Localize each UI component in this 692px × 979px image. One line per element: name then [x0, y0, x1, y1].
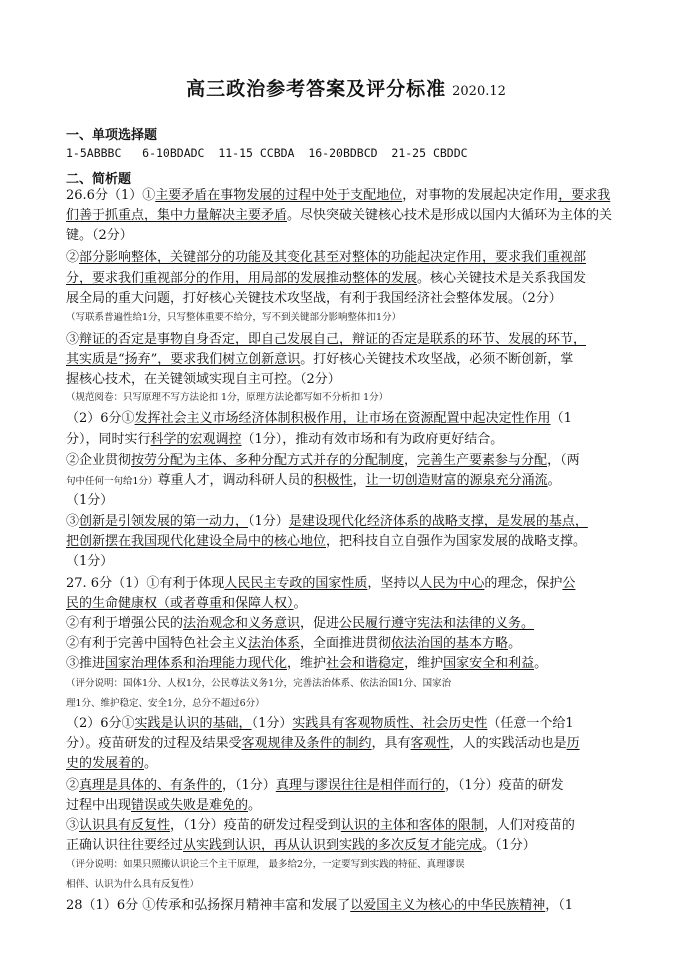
document-title — [0, 74, 692, 101]
q27-line-4: ②有利于完善中国特色社会主义法治体系，全面推进贯彻依法治国的基本方略。 — [66, 636, 522, 651]
q26-line-13: 句中任何一句给1分）尊重人才，调动科研人员的积极性，让一切创造财富的源泉充分涌流。 — [66, 473, 561, 488]
q26-line-6: 展全局的重大问题，打好核心关键技术攻坚战，有利于我国经济社会整体发展。（2分） — [66, 291, 562, 306]
q27-line-9: ②真理是具体的、有条件的，（1分）真理与谬误往往是相伴而行的，（1分）疫苗的研发 — [66, 778, 564, 793]
title-text: 高三政治参考答案及评分标准 — [186, 78, 447, 100]
q26-line-1: 26.6分（1）①主要矛盾在事物发展的过程中处于支配地位，对事物的发展起决定作用，要求我 — [66, 188, 611, 203]
q27-note-2: 理1分、维护稳定、安全1分，总分不超过6分） — [66, 698, 265, 709]
q26-line-16: 把创新摆在我国现代化建设全局中的核心地位，把科技自立自强作为国家发展的战略支撑。 — [66, 534, 587, 549]
choice-answers: 1-5ABBBC 6-10BDADC 11-15 CCBDA 16-20BDBCD 21-25 CBDDC — [66, 146, 468, 160]
q26-line-5: 分，要求我们重视部分的作用，用局部的发展推动整体的发展。核心关键技术是关系我国发 — [66, 271, 587, 286]
q27-note-4: 相伴、认识为什么具有反复性） — [66, 879, 200, 890]
q27-line-2: 民的生命健康权（或者尊重和保障人权）。 — [66, 596, 307, 611]
q27-line-12: 正确认识往往要经过从实践到认识，再从认识到实践的多次反复才能完成。（1分） — [66, 838, 536, 853]
q26-line-15: ③创新是引领发展的第一动力，（1分）是建设现代化经济体系的战略支撑，是发展的基点， — [66, 514, 588, 529]
q27-line-3: ②有利于增强公民的法治观念和义务意识，促进公民履行遵守宪法和法律的义务。 — [66, 616, 535, 631]
q27-line-11: ③认识具有反复性，（1分）疫苗的研发过程受到认识的主体和客体的限制，人们对疫苗的 — [66, 818, 575, 833]
q26-line-7: ③辩证的否定是事物自身否定，即自己发展自己，辩证的否定是联系的环节、发展的环节， — [66, 332, 587, 347]
title-date: 2020.12 — [452, 84, 506, 99]
q27-line-7: 分）。疫苗研发的过程及结果受客观规律及条件的制约，具有客观性，人的实践活动也是历 — [66, 736, 580, 751]
q26-line-4: ②部分影响整体，关键部分的功能及其变化甚至对整体的功能起决定作用，要求我们重视部 — [66, 250, 587, 265]
q26-line-2: 们善于抓重点，集中力量解决主要矛盾。尽快突破关键核心技术是形成以国内大循环为主体的关 — [66, 208, 613, 223]
q26-note-2: （规范阅卷：只写原理不写方法论扣 1分，原理方法论都写如不分析扣 1分） — [66, 392, 389, 403]
q28-line-1: 28（1）6分 ①传承和弘扬探月精神丰富和发展了以爱国主义为核心的中华民族精神，（1 — [66, 898, 574, 913]
q27-line-8: 史的发展着的。 — [66, 756, 158, 771]
section-heading-choice: 一、单项选择题 — [66, 128, 158, 143]
q27-note-3: （评分说明：如果只照搬认识论三个主干原理， 最多给2分，一定要写到实践的特征、真理谬误 — [66, 859, 465, 870]
q26-line-14: （1分） — [66, 493, 114, 508]
q26-note-1: （写联系普遍性给1分，只写整体重要不给分，写不到关键部分影响整体扣1分） — [66, 312, 402, 323]
q26-line-17: （1分） — [66, 554, 114, 569]
q27-line-10: 过程中出现错误或失败是难免的。 — [66, 798, 262, 813]
q27-line-6: （2）6分①实践是认识的基础，（1分）实践具有客观物质性、社会历史性（任意一个给1 — [66, 716, 574, 731]
q26-line-9: 握核心技术，在关键领域实现自主可控。（2分） — [66, 372, 341, 387]
q26-line-3: 键。（2分） — [66, 228, 133, 243]
q27-line-1: 27. 6分（1）①有利于体现人民民主专政的国家性质，坚持以人民为中心的理念，保护公 — [66, 576, 576, 591]
q26-line-10: （2）6分①发挥社会主义市场经济体制积极作用，让市场在资源配置中起决定性作用（1 — [66, 411, 572, 426]
q26-line-12: ②企业贯彻按劳分配为主体、多种分配方式并存的分配制度，完善生产要素参与分配，（两 — [66, 453, 580, 468]
section-heading-analysis: 二、简析题 — [66, 172, 132, 187]
q26-line-8: 其实质是“扬弃”，要求我们树立创新意识。打好核心关键技术攻坚战，必须不断创新，掌 — [66, 352, 574, 367]
q26-line-11: 分），同时实行科学的宏观调控（1分），推动有效市场和有为政府更好结合。 — [66, 432, 504, 447]
q27-note-1: （评分说明：国体1分、人权1分，公民尊法义务1分，完善法治体系、依法治国1分、国家治 — [66, 678, 452, 689]
q27-line-5: ③推进国家治理体系和治理能力现代化，维护社会和谐稳定，维护国家安全和利益。 — [66, 656, 548, 671]
